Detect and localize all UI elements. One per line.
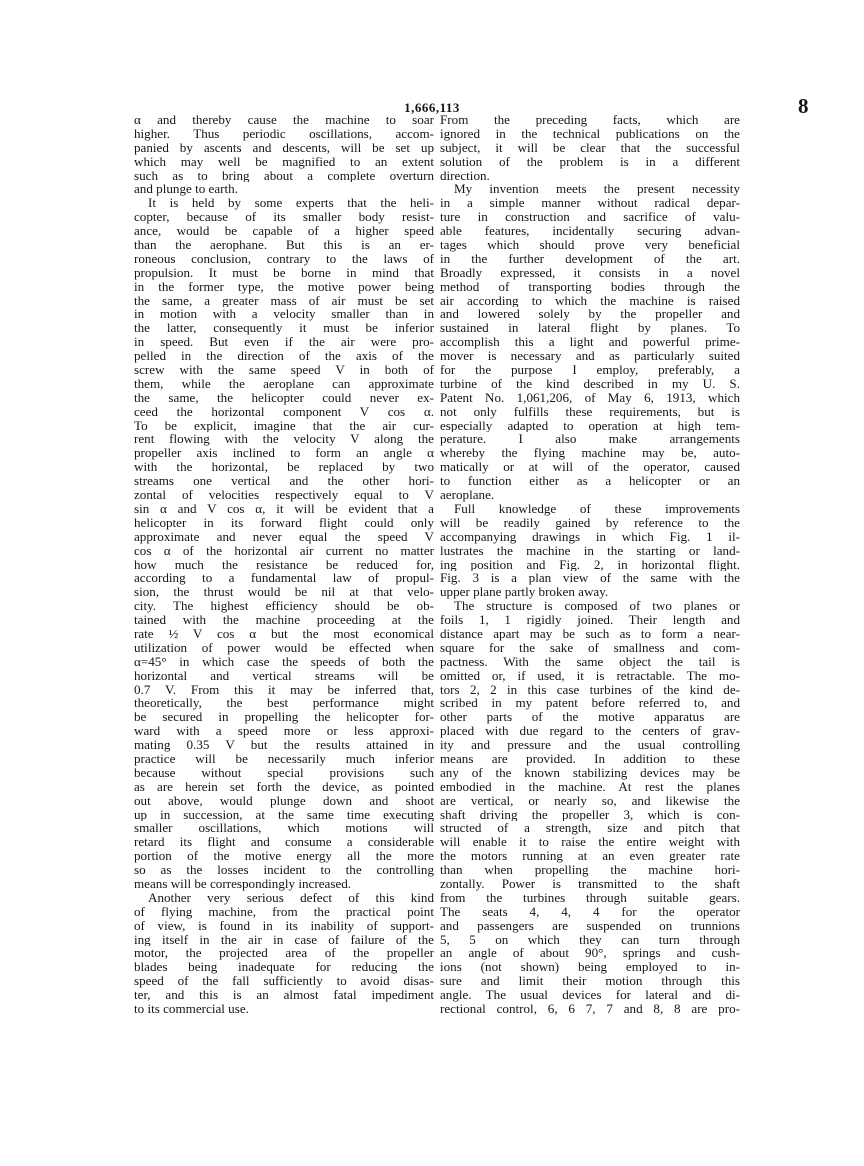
text-line: propulsion. It must be borne in mind that bbox=[134, 265, 434, 280]
text-line: upper plane partly broken away. bbox=[440, 585, 609, 600]
text-line: α=45° in which case the speeds of both the bbox=[134, 654, 434, 669]
text-line: not only fulfills these requirements, but is bbox=[440, 404, 740, 419]
text-line: roneous conclusion, contrary to the laws of bbox=[134, 251, 434, 266]
text-line: and lowered solely by the propeller and bbox=[440, 307, 740, 322]
text-line: propeller axis inclined to form an angle α bbox=[134, 446, 434, 461]
text-line: angle. The usual devices for lateral and di- bbox=[440, 988, 740, 1002]
text-line: other parts of the motive apparatus are bbox=[440, 710, 740, 725]
text-line: of view, is found in its inability of support- bbox=[134, 918, 434, 933]
text-line: accomplish this a light and powerful prime- bbox=[440, 335, 740, 350]
text-line: ture in construction and sacrifice of valu- bbox=[440, 210, 740, 225]
text-line: panied by ascents and descents, will be set up bbox=[134, 140, 434, 155]
text-line: approximate and never equal the speed V bbox=[134, 529, 434, 544]
text-line: city. The highest efficiency should be ob- bbox=[134, 599, 434, 614]
text-line: theoretically, the best performance might bbox=[134, 696, 434, 711]
text-line: sustained in lateral flight by planes. To bbox=[440, 321, 740, 336]
text-line: lustrates the machine in the starting or land- bbox=[440, 543, 740, 558]
text-line: retard its flight and consume a considerable bbox=[134, 835, 434, 850]
right-text-column bbox=[440, 113, 740, 1016]
text-line: To be explicit, imagine that the air cur- bbox=[134, 418, 434, 433]
text-line: screw with the same speed V in both of bbox=[134, 363, 434, 377]
text-line: speed of the fall sufficiently to avoid disas- bbox=[134, 974, 434, 989]
text-line: for the purpose I employ, preferably, a bbox=[440, 363, 740, 377]
text-line: whereby the flying machine may be, auto- bbox=[440, 446, 740, 461]
text-line: matically or at will of the operator, caused bbox=[440, 460, 740, 475]
text-line: in the former type, the motive power being bbox=[134, 279, 434, 294]
text-line: up in succession, at the same time executing bbox=[134, 807, 434, 822]
text-line: Full knowledge of these improvements bbox=[454, 501, 740, 516]
text-line: portion of the motive energy all the more bbox=[134, 849, 434, 864]
text-line: turbine of the kind described in my U. S. bbox=[440, 376, 740, 391]
text-line: such as to bring about a complete overturn bbox=[134, 168, 434, 183]
text-line: than the aerophane. But this is an er- bbox=[134, 238, 434, 252]
text-line: means are provided. In addition to these bbox=[440, 751, 740, 766]
text-line: rectional control, 6, 6 7, 7 and 8, 8 are pro- bbox=[440, 1002, 740, 1016]
text-line: horizontal and vertical streams will be bbox=[134, 668, 434, 683]
text-line: be secured in propelling the helicopter for- bbox=[134, 710, 434, 725]
page-number: 8 bbox=[798, 94, 809, 118]
text-line: mover is necessary and as particularly suited bbox=[440, 349, 740, 364]
text-line: ions (not shown) being employed to in- bbox=[440, 960, 740, 975]
text-line: Patent No. 1,061,206, of May 6, 1913, which bbox=[440, 390, 740, 405]
text-line: rent flowing with the velocity V along the bbox=[134, 432, 434, 447]
text-line: smaller oscillations, which motions will bbox=[134, 821, 434, 836]
text-line: in speed. But even if the air were pro- bbox=[134, 335, 434, 350]
text-line: in the further development of the art. bbox=[440, 251, 740, 266]
text-line: from the turbines through suitable gears. bbox=[440, 890, 740, 905]
text-line: ignored in the technical publications on the bbox=[440, 126, 740, 141]
text-line: accompanying drawings in which Fig. 1 il- bbox=[440, 529, 740, 544]
text-line: to its commercial use. bbox=[134, 1002, 249, 1016]
text-line: α and thereby cause the machine to soar bbox=[134, 113, 434, 127]
text-line: in motion with a velocity smaller than in bbox=[134, 307, 434, 322]
text-line: structed of a strength, size and pitch that bbox=[440, 821, 740, 836]
text-line: square for the sake of smallness and com- bbox=[440, 640, 740, 655]
text-line: rate ½ V cos α but the most economical bbox=[134, 626, 434, 641]
text-line: in a simple manner without radical depar- bbox=[440, 196, 740, 211]
text-line: practice will be necessarily much inferior bbox=[134, 751, 434, 766]
text-line: will enable it to raise the entire weight with bbox=[440, 835, 740, 850]
text-line: It is held by some experts that the heli- bbox=[148, 196, 434, 211]
text-line: out above, would plunge down and shoot bbox=[134, 793, 434, 808]
text-line: zontally. Power is transmitted to the shaft bbox=[440, 876, 740, 891]
text-line: with the horizontal, be replaced by two bbox=[134, 460, 434, 475]
text-line: shaft driving the propeller 3, which is con- bbox=[440, 807, 740, 822]
text-line: sure and limit their motion through this bbox=[440, 974, 740, 989]
text-line: method of transporting bodies through the bbox=[440, 279, 740, 294]
text-line: scribed in my patent before referred to, and bbox=[440, 696, 740, 711]
text-line: ing itself in the air in case of failure of the bbox=[134, 932, 434, 947]
text-line: direction. bbox=[440, 168, 490, 183]
text-line: ceed the horizontal component V cos α. bbox=[134, 404, 434, 419]
text-line: The seats 4, 4, 4 for the operator bbox=[440, 904, 740, 919]
text-line: ter, and this is an almost fatal impediment bbox=[134, 988, 434, 1002]
text-line: than when propelling the machine hori- bbox=[440, 863, 740, 877]
text-line: ward with a speed more or less approxi- bbox=[134, 724, 434, 739]
text-line: the motors running at an even greater rate bbox=[440, 849, 740, 864]
text-line: blades being inadequate for reducing the bbox=[134, 960, 434, 975]
text-line: From the preceding facts, which are bbox=[440, 113, 740, 127]
text-line: omitted or, if used, it is retractable. The mo- bbox=[440, 668, 740, 683]
text-line: solution of the problem is in a different bbox=[440, 154, 740, 169]
text-line: so as the losses incident to the controlling bbox=[134, 863, 434, 877]
text-line: according to a fundamental law of propul- bbox=[134, 571, 434, 586]
text-line: The structure is composed of two planes or bbox=[454, 599, 740, 614]
text-line: ance, would be capable of a higher speed bbox=[134, 224, 434, 239]
text-line: ing position and Fig. 2, in horizontal flight. bbox=[440, 557, 740, 572]
text-line: embodied in the machine. At rest the planes bbox=[440, 779, 740, 794]
text-line: as are herein set forth the device, as pointed bbox=[134, 779, 434, 794]
text-line: subject, it will be clear that the successful bbox=[440, 140, 740, 155]
text-line: and passengers are suspended on trunnions bbox=[440, 918, 740, 933]
left-text-column bbox=[134, 113, 434, 1016]
text-line: higher. Thus periodic oscillations, accom- bbox=[134, 126, 434, 141]
text-line: which may well be magnified to an extent bbox=[134, 154, 434, 169]
text-line: because without special provisions such bbox=[134, 765, 434, 780]
text-line: zontal of velocities respectively equal to V bbox=[134, 488, 434, 502]
text-line: the same, the helicopter could never ex- bbox=[134, 390, 434, 405]
text-line: tors 2, 2 in this case turbines of the kind de- bbox=[440, 682, 740, 697]
text-line: cos α of the horizontal air current no matter bbox=[134, 543, 434, 558]
text-line: tained with the machine proceeding at the bbox=[134, 613, 434, 627]
text-line: pelled in the direction of the axis of the bbox=[134, 349, 434, 364]
text-line: Fig. 3 is a plan view of the same with the bbox=[440, 571, 740, 586]
text-line: 0.7 V. From this it may be inferred that, bbox=[134, 682, 434, 697]
patent-number: 1,666,113 bbox=[404, 100, 460, 115]
text-line: especially adapted to operation at high tem- bbox=[440, 418, 740, 433]
text-line: utilization of power would be effected when bbox=[134, 640, 434, 655]
text-line: perature. I also make arrangements bbox=[440, 432, 740, 447]
text-line: Broadly expressed, it consists in a novel bbox=[440, 265, 740, 280]
text-line: placed with due regard to the centers of grav- bbox=[440, 724, 740, 739]
text-line: motor, the projected area of the propeller bbox=[134, 946, 434, 961]
text-line: the latter, consequently it must be inferior bbox=[134, 321, 434, 336]
text-line: aeroplane. bbox=[440, 488, 495, 502]
text-line: of flying machine, from the practical point bbox=[134, 904, 434, 919]
text-line: the same, a greater mass of air must be set bbox=[134, 293, 434, 308]
text-line: an angle of about 90°, springs and cush- bbox=[440, 946, 740, 961]
text-line: mating 0.35 V but the results attained in bbox=[134, 738, 434, 752]
text-line: air according to which the machine is raised bbox=[440, 293, 740, 308]
text-line: My invention meets the present necessity bbox=[454, 182, 740, 197]
text-line: sin α and V cos α, it will be evident that a bbox=[134, 501, 434, 516]
text-line: ity and pressure and the usual controlling bbox=[440, 738, 740, 752]
text-line: how much the resistance be reduced for, bbox=[134, 557, 434, 572]
text-line: to function either as a helicopter or an bbox=[440, 474, 740, 489]
text-line: and plunge to earth. bbox=[134, 182, 238, 197]
text-line: sion, the thrust would be nil at that velo- bbox=[134, 585, 434, 600]
text-line: helicopter in its forward flight could only bbox=[134, 515, 434, 530]
text-line: distance apart may be such as to form a near- bbox=[440, 626, 740, 641]
text-line: are vertical, or nearly so, and likewise the bbox=[440, 793, 740, 808]
text-line: Another very serious defect of this kind bbox=[148, 890, 434, 905]
text-line: foils 1, 1 rigidly joined. Their length and bbox=[440, 613, 740, 627]
text-line: any of the known stabilizing devices may be bbox=[440, 765, 740, 780]
text-line: 5, 5 on which they can turn through bbox=[440, 932, 740, 947]
text-line: pactness. With the same object the tail is bbox=[440, 654, 740, 669]
text-line: means will be correspondingly increased. bbox=[134, 876, 352, 891]
text-line: tages which should prove very beneficial bbox=[440, 238, 740, 252]
text-line: streams one vertical and the other hori- bbox=[134, 474, 434, 489]
text-line: will be readily gained by reference to the bbox=[440, 515, 740, 530]
text-line: able features, incidentally securing advan- bbox=[440, 224, 740, 239]
text-line: copter, because of its smaller body resist- bbox=[134, 210, 434, 225]
text-line: them, while the aeroplane can approximate bbox=[134, 376, 434, 391]
